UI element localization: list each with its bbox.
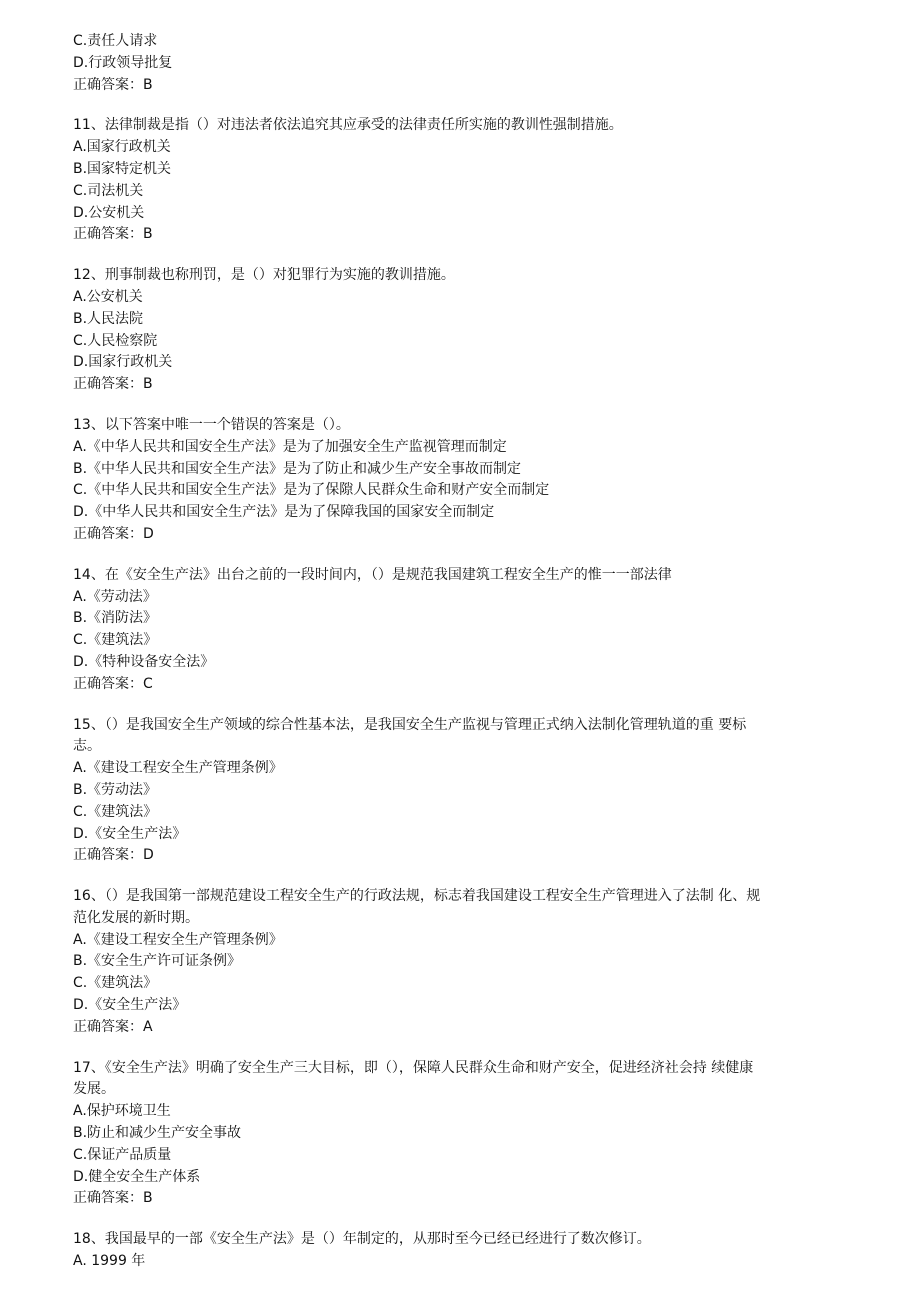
option-a: A.《中华人民共和国安全生产法》是为了加强安全生产监视管理而制定 xyxy=(73,438,507,455)
question-stem: 11、法律制裁是指（）对违法者依法追究其应承受的法律责任所实施的教训性强制措施。 xyxy=(73,117,623,134)
option-b: B.《劳动法》 xyxy=(73,781,158,798)
answer: 正确答案：D xyxy=(73,847,154,864)
answer: 正确答案：B xyxy=(73,76,153,93)
option-d: D.行政领导批复 xyxy=(73,54,173,71)
question-stem: 18、我国最早的一部《安全生产法》是（）年制定的，从那时至今已经已经进行了数次修订。 xyxy=(73,1231,651,1248)
answer: 正确答案：C xyxy=(73,675,153,692)
document-page xyxy=(73,31,843,1273)
option-d: D.公安机关 xyxy=(73,204,145,221)
option-c: C.保证产品质量 xyxy=(73,1146,172,1163)
option-a: A.保护环境卫生 xyxy=(73,1103,171,1120)
question-15 xyxy=(73,715,843,868)
question-stem: 15、（）是我国安全生产领域的综合性基本法，是我国安全生产监视与管理正式纳入法制化管理轨道的重 要标 xyxy=(73,716,747,733)
option-d: D.《特种设备安全法》 xyxy=(73,653,215,670)
answer: 正确答案：B xyxy=(73,226,153,243)
question-16 xyxy=(73,886,843,1039)
question-stem-continued: 发展。 xyxy=(73,1081,115,1098)
option-b: B.人民法院 xyxy=(73,310,144,327)
option-b: B.《安全生产许可证条例》 xyxy=(73,953,242,970)
option-b: B.《中华人民共和国安全生产法》是为了防止和减少生产安全事故而制定 xyxy=(73,460,522,477)
question-stem: 16、（）是我国第一部规范建设工程安全生产的行政法规，标志着我国建设工程安全生产管理进入了法制 化、规 xyxy=(73,888,761,905)
option-a: A.《建设工程安全生产管理条例》 xyxy=(73,760,283,777)
answer: 正确答案：D xyxy=(73,525,154,542)
option-c: C.《建筑法》 xyxy=(73,975,158,992)
question-stem: 14、在《安全生产法》出台之前的一段时间内，（）是规范我国建筑工程安全生产的惟一一部法律 xyxy=(73,566,672,583)
option-c: C.人民检察院 xyxy=(73,332,158,349)
option-b: B.国家特定机关 xyxy=(73,160,172,177)
option-a: A.公安机关 xyxy=(73,288,143,305)
option-a: A. 1999 年 xyxy=(73,1253,146,1270)
answer: 正确答案：A xyxy=(73,1018,153,1035)
option-c: C.《中华人民共和国安全生产法》是为了保隙人民群众生命和财产安全而制定 xyxy=(73,482,550,499)
option-d: D.《安全生产法》 xyxy=(73,997,187,1014)
question-stem-continued: 志。 xyxy=(73,738,101,755)
question-18 xyxy=(73,1229,843,1273)
question-13 xyxy=(73,415,843,546)
answer: 正确答案：B xyxy=(73,1190,153,1207)
option-b: B.《消防法》 xyxy=(73,610,158,627)
option-d: D.国家行政机关 xyxy=(73,354,173,371)
answer: 正确答案：B xyxy=(73,376,153,393)
option-c: C.司法机关 xyxy=(73,182,144,199)
question-stem-continued: 范化发展的新时期。 xyxy=(73,909,199,926)
option-d: D.健全安全生产体系 xyxy=(73,1168,201,1185)
question-12 xyxy=(73,265,843,396)
option-b: B.防止和减少生产安全事故 xyxy=(73,1125,242,1142)
option-c: C.《建筑法》 xyxy=(73,803,158,820)
option-a: A.《建设工程安全生产管理条例》 xyxy=(73,931,283,948)
question-14 xyxy=(73,565,843,696)
leading-question-tail xyxy=(73,31,843,96)
option-c: C.《建筑法》 xyxy=(73,632,158,649)
question-stem: 13、以下答案中唯一一个错误的答案是（）。 xyxy=(73,416,350,433)
question-stem: 17、《安全生产法》明确了安全生产三大目标，即（），保障人民群众生命和财产安全，促进经济社会持 续健康 xyxy=(73,1059,754,1076)
question-stem: 12、刑事制裁也称刑罚，是（）对犯罪行为实施的教训措施。 xyxy=(73,267,455,284)
option-d: D.《安全生产法》 xyxy=(73,825,187,842)
option-c: C.责任人请求 xyxy=(73,33,158,49)
option-a: A.《劳动法》 xyxy=(73,588,157,605)
question-11 xyxy=(73,115,843,246)
option-a: A.国家行政机关 xyxy=(73,139,171,156)
option-d: D.《中华人民共和国安全生产法》是为了保障我国的国家安全而制定 xyxy=(73,504,495,521)
question-17 xyxy=(73,1058,843,1211)
